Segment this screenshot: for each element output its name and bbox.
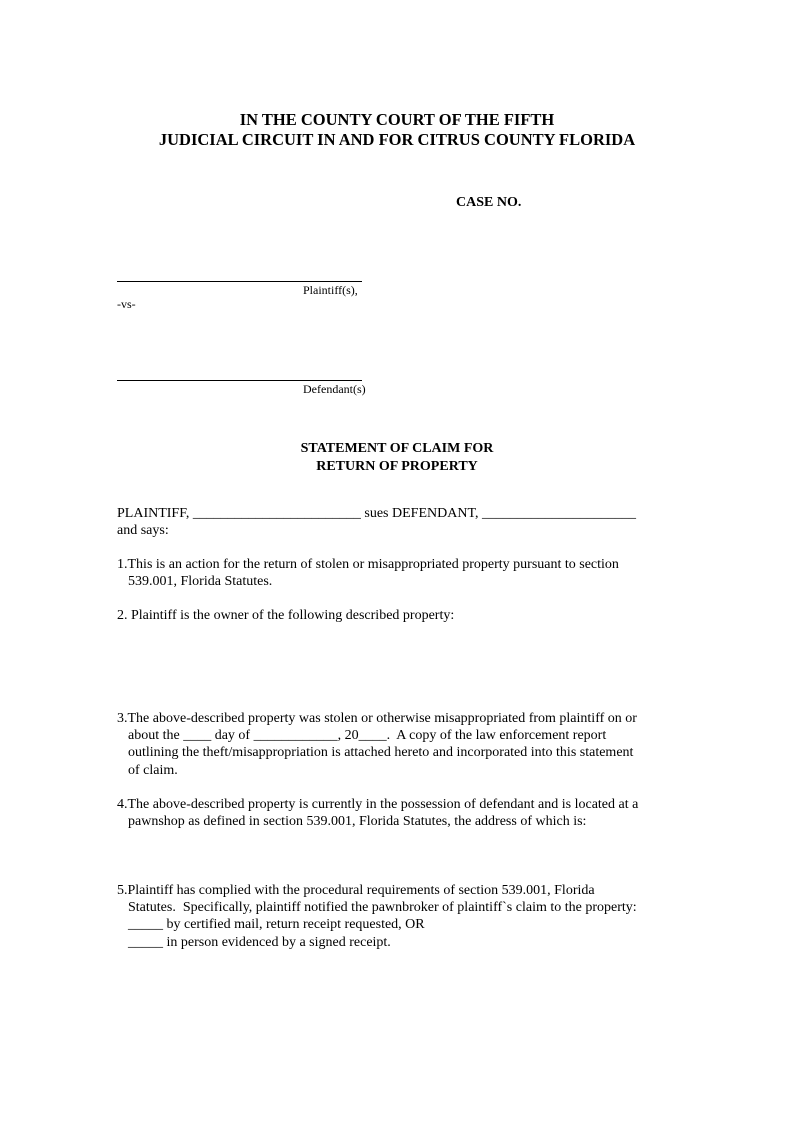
plaintiff-signature-line[interactable]	[117, 281, 362, 282]
paragraph-2-line-1: 2. Plaintiff is the owner of the following described property:	[117, 608, 455, 623]
paragraph-3-line-4: of claim.	[128, 762, 178, 778]
paragraph-5	[117, 882, 687, 951]
paragraph-4-line-2: pawnshop as defined in section 539.001, Florida Statutes, the address of which is:	[128, 814, 587, 830]
paragraph-4-line-1: 4.The above-described property is currently in the possession of defendant and is located at a	[117, 797, 639, 812]
intro-line-2: and says:	[117, 523, 169, 539]
paragraph-1-line-2: 539.001, Florida Statutes.	[128, 574, 273, 590]
paragraph-3-line-2[interactable]: about the ____ day of ____________, 20____. A copy of the law enforcement report	[128, 728, 607, 744]
claim-title-line-1: STATEMENT OF CLAIM FOR	[300, 441, 494, 456]
intro-paragraph	[117, 505, 687, 539]
paragraph-1	[117, 556, 687, 590]
certified-mail-option[interactable]: _____ by certified mail, return receipt requested, OR	[128, 917, 425, 933]
court-heading-line-1: IN THE COUNTY COURT OF THE FIFTH	[239, 110, 555, 129]
defendant-label: Defendant(s)	[303, 382, 366, 396]
paragraph-2	[117, 607, 687, 624]
intro-line-1[interactable]: PLAINTIFF, ________________________ sues DEFENDANT, ______________________	[117, 506, 636, 521]
in-person-option[interactable]: _____ in person evidenced by a signed receipt.	[128, 934, 391, 950]
paragraph-4	[117, 796, 687, 830]
paragraph-1-line-1: 1.This is an action for the return of stolen or misappropriated property pursuant to section	[117, 557, 619, 572]
paragraph-3-line-1: 3.The above-described property was stolen or otherwise misappropriated from plaintiff on or	[117, 711, 637, 726]
paragraph-5-line-1: 5.Plaintiff has complied with the procedural requirements of section 539.001, Florida	[117, 883, 595, 898]
defendant-signature-line[interactable]	[117, 380, 362, 381]
versus-label: -vs-	[117, 297, 136, 311]
plaintiff-label: Plaintiff(s),	[303, 283, 358, 297]
case-number-label: CASE NO.	[456, 195, 522, 210]
claim-title-line-2: RETURN OF PROPERTY	[316, 459, 478, 474]
paragraph-3	[117, 710, 687, 779]
paragraph-5-line-2: Statutes. Specifically, plaintiff notified the pawnbroker of plaintiff`s claim to the property:	[128, 900, 637, 916]
paragraph-3-line-3: outlining the theft/misappropriation is attached hereto and incorporated into this statement	[128, 745, 634, 761]
court-heading-line-2: JUDICIAL CIRCUIT IN AND FOR CITRUS COUNTY FLORIDA	[158, 130, 636, 149]
